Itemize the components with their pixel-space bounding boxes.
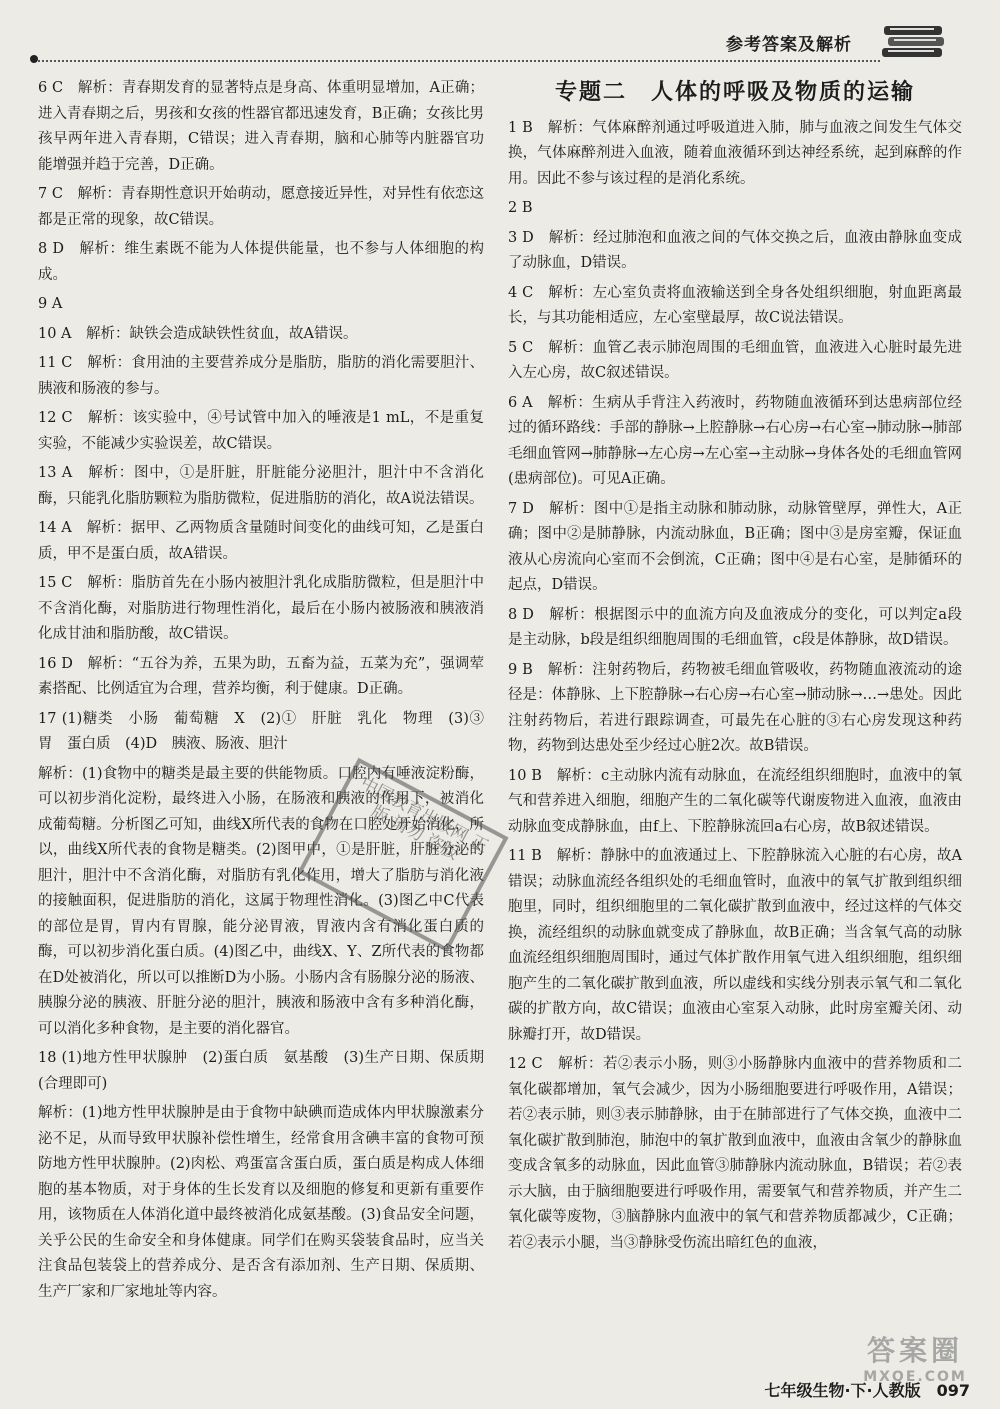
answer-text: 18 (1)地方性甲状腺肿 (2)蛋白质 氨基酸 (3)生产日期、保质期(合理即可) — [38, 1050, 484, 1092]
answer-item — [38, 652, 484, 703]
answer-item — [508, 391, 962, 493]
page-footer: 七年级生物·下·人教版 097 — [764, 1381, 970, 1400]
answer-item — [38, 516, 484, 567]
section-title: 专题二 人体的呼吸及物质的运输 — [554, 80, 915, 105]
answer-text: 13 A 解析：图中，①是肝脏，肝脏能分泌胆汁，胆汁中不含消化酶，只能乳化脂肪颗粒为脂肪微粒，促进脂肪的消化，故A说法错误。 — [38, 465, 484, 507]
header-title: 参考答案及解析 — [718, 30, 860, 55]
answer-item — [508, 497, 962, 599]
answer-item — [38, 1046, 484, 1097]
right-items — [508, 116, 962, 1257]
answer-item — [508, 281, 962, 332]
answer-text: 解析：(1)地方性甲状腺肿是由于食物中缺碘而造成体内甲状腺激素分泌不足，从而导致甲状腺补偿性增生，经常食用含碘丰富的食物可预防地方性甲状腺肿。(2)肉松、鸡蛋富含蛋白质，蛋白质是构成人体细胞的基本物质，对于身体的生长发育以及细胞的修复和更新有重要作用，该物质在人体消化道中最终被消化成氨基酸。(3)食品安全问题，关乎公民的生命安全和身体健康。同学们在购买袋装食品时，应当关注食品包装袋上的营养成分、是否含有添加剂、生产日期、保质期、生产厂家和厂家地址等内容。 — [38, 1105, 484, 1300]
answer-item — [38, 292, 484, 318]
header-bullet — [30, 55, 38, 63]
answer-item — [38, 762, 484, 1043]
answer-text: 6 A 解析：生病从手背注入药液时，药物随血液循环到达患病部位经过的循环路线：手部的静脉→上腔静脉→右心房→右心室→肺动脉→肺部毛细血管网→肺静脉→左心房→左心室→主动脉→身体各处的毛细血管网(患病部位)。可见A正确。 — [508, 394, 962, 487]
answer-item — [508, 196, 962, 222]
answer-text: 3 D 解析：经过肺泡和血液之间的气体交换之后，血液由静脉血变成了动脉血，D错误。 — [508, 229, 962, 271]
answer-text: 10 A 解析：缺铁会造成缺铁性贫血，故A错误。 — [38, 325, 358, 342]
answer-text: 解析：(1)食物中的糖类是最主要的供能物质。口腔内有唾液淀粉酶，可以初步消化淀粉，最终进入小肠，在肠液和胰液的作用下，被消化成葡萄糖。分析图乙可知，曲线X所代表的食物在口腔处开始消化，所以，曲线X所代表的食物是糖类。(2)图甲中，①是肝脏，肝脏分泌的胆汁，胆汁中不含消化酶，对脂肪有乳化作用，增大了脂肪与消化液的接触面积，促进脂肪的消化，这属于物理性消化。(3)图乙中C代表的部位是胃，胃内有胃腺，能分泌胃液，胃液内含有消化蛋白质的酶，可以初步消化蛋白质。(4)图乙中，曲线X、Y、Z所代表的食物都在D处被消化，所以可以推断D为小肠。小肠内含有肠腺分泌的肠液、胰腺分泌的胰液、肝脏分泌的胆汁，胰液和肠液中含有多种消化酶，可以消化多种食物，是主要的消化器官。 — [38, 765, 484, 1037]
answer-item — [508, 226, 962, 277]
answer-item — [38, 351, 484, 402]
right-column — [508, 76, 962, 1260]
answer-item — [38, 182, 484, 233]
answer-text: 14 A 解析：据甲、乙两物质含量随时间变化的曲线可知，乙是蛋白质，甲不是蛋白质，故A错误。 — [38, 520, 484, 562]
answer-text: 7 C 解析：青春期性意识开始萌动，愿意接近异性，对异性有依恋这都是正常的现象，故C错误。 — [38, 186, 484, 228]
left-column — [38, 76, 499, 1309]
answer-text: 9 A — [38, 296, 63, 312]
answer-item — [508, 658, 962, 760]
answer-item — [508, 336, 962, 387]
answer-text: 12 C 解析：该实验中，④号试管中加入的唾液是1 mL，不是重复实验，不能减少实验误差，故C错误。 — [38, 410, 484, 452]
page-header — [30, 20, 970, 70]
answer-text: 8 D 解析：根据图示中的血流方向及血液成分的变化，可以判定a段是主动脉，b段是组织细胞周围的毛细血管，c段是体静脉，故D错误。 — [508, 606, 962, 648]
answer-text: 15 C 解析：脂肪首先在小肠内被胆汁乳化成脂肪微粒，但是胆汁中不含消化酶，对脂肪进行物理性消化，最后在小肠内被肠液和胰液消化成甘油和脂肪酸，故C错误。 — [38, 575, 484, 642]
answer-text: 9 B 解析：注射药物后，药物被毛细血管吸收，药物随血液流动的途径是：体静脉、上下腔静脉→右心房→右心室→肺动脉→…→患处。因此注射药物后，若进行跟踪调查，可最先在心脏的③右心房发现这种药物，药物到达患处至少经过心脏2次。故B错误。 — [508, 661, 962, 754]
answer-text: 7 D 解析：图中①是指主动脉和肺动脉，动脉管壁厚，弹性大，A正确；图中②是肺静脉，内流动脉血，B正确；图中③是房室瓣，保证血液从心房流向心室而不会倒流，C正确；图中④是右心室，是肺循环的起点，D错误。 — [508, 500, 962, 593]
answer-text: 11 C 解析：食用油的主要营养成分是脂肪，脂肪的消化需要胆汁、胰液和肠液的参与。 — [38, 355, 484, 397]
answer-item — [508, 116, 962, 193]
answer-text: 5 C 解析：血管乙表示肺泡周围的毛细血管，血液进入心脏时最先进入左心房，故C叙述错误。 — [508, 339, 962, 381]
answer-text: 11 B 解析：静脉中的血液通过上、下腔静脉流入心脏的右心房，故A错误；动脉血流经各组织处的毛细血管时，血液中的氧气扩散到组织细胞里，同时，组织细胞里的二氧化碳扩散到血液中，经过这样的气体交换，流经组织的动脉血就变成了静脉血，故B正确；当含氧气高的动脉血流经组织细胞周围时，通过气体扩散作用氧气进入组织细胞，组织细胞产生的二氧化碳扩散到血液，所以虚线和实线分别表示氧气和二氧化碳的扩散方向，故C错误；血液由心室泵入动脉，此时房室瓣关闭、动脉瓣打开，故D错误。 — [508, 848, 962, 1043]
answer-item — [508, 1052, 962, 1256]
answer-item — [38, 406, 484, 457]
watermark-logo-text: 答案圈 — [866, 1334, 963, 1367]
answer-text: 16 D 解析：“五谷为养，五果为助，五畜为益，五菜为充”，强调荤素搭配、比例适宜为合理，营养均衡，利于健康。D正确。 — [38, 655, 484, 697]
ink-stamp: 中国教育出版网 正版 请勿 盗版 — [297, 758, 508, 953]
watermark-url: MXQE.COM — [863, 1369, 967, 1385]
answer-item — [38, 1101, 484, 1305]
books-icon — [880, 22, 950, 66]
answer-text: 10 B 解析：c主动脉内流有动脉血，在流经组织细胞时，血液中的氧气和营养进入细胞，细胞产生的二氧化碳等代谢废物进入血液，血液由动脉血变成静脉血，由f上、下腔静脉流回a右心房，故B叙述错误。 — [508, 767, 962, 835]
answer-text: 17 (1)糖类 小肠 葡萄糖 X (2)① 肝脏 乳化 物理 (3)③ 胃 蛋白质 (4)D 胰液、肠液、胆汁 — [38, 710, 499, 752]
answer-item — [38, 707, 499, 758]
answer-text: 8 D 解析：维生素既不能为人体提供能量，也不参与人体细胞的构成。 — [38, 241, 484, 283]
answer-text: 1 B 解析：气体麻醉剂通过呼吸道进入肺，肺与血液之间发生气体交换，气体麻醉剂进入血液，随着血液循环到达神经系统，起到麻醉的作用。因此不参与该过程的是消化系统。 — [508, 119, 962, 187]
answer-item — [38, 571, 484, 648]
answer-item — [38, 76, 484, 178]
answer-item — [508, 764, 962, 841]
answer-text: 6 C 解析：青春期发育的显著特点是身高、体重明显增加，A正确；进入青春期之后，男孩和女孩的性器官都迅速发育，B正确；女孩比男孩早两年进入青春期，C错误；进入青春期，脑和心肺等内脏器官功能增强并趋于完善，D正确。 — [38, 80, 484, 173]
header-rule — [38, 60, 880, 62]
answer-text: 12 C 解析：若②表示小肠，则③小肠静脉内血液中的营养物质和二氧化碳都增加，氧气会减少，因为小肠细胞要进行呼吸作用，A错误；若②表示肺，则③表示肺静脉，由于在肺部进行了气体交换，血液中二氧化碳扩散到肺泡，肺泡中的氧扩散到血液中，血液由含氧少的静脉血变成含氧多的动脉血，因此血管③肺静脉内流动脉血，B错误；若②表示大脑，由于脑细胞要进行呼吸作用，需要氧气和营养物质，并产生二氧化碳等废物，③脑静脉内血液中的氧气和营养物质都减少，C正确；若②表示小腿，当③静脉受伤流出暗红色的血液， — [508, 1056, 962, 1251]
answer-item — [38, 461, 484, 512]
answer-item — [38, 237, 484, 288]
answer-item — [508, 844, 962, 1048]
answer-item — [38, 322, 484, 348]
answer-item — [508, 603, 962, 654]
answer-text: 2 B — [508, 200, 533, 216]
answer-text: 4 C 解析：左心室负责将血液输送到全身各处组织细胞，射血距离最长，与其功能相适应，左心室壁最厚，故C说法错误。 — [508, 284, 962, 326]
